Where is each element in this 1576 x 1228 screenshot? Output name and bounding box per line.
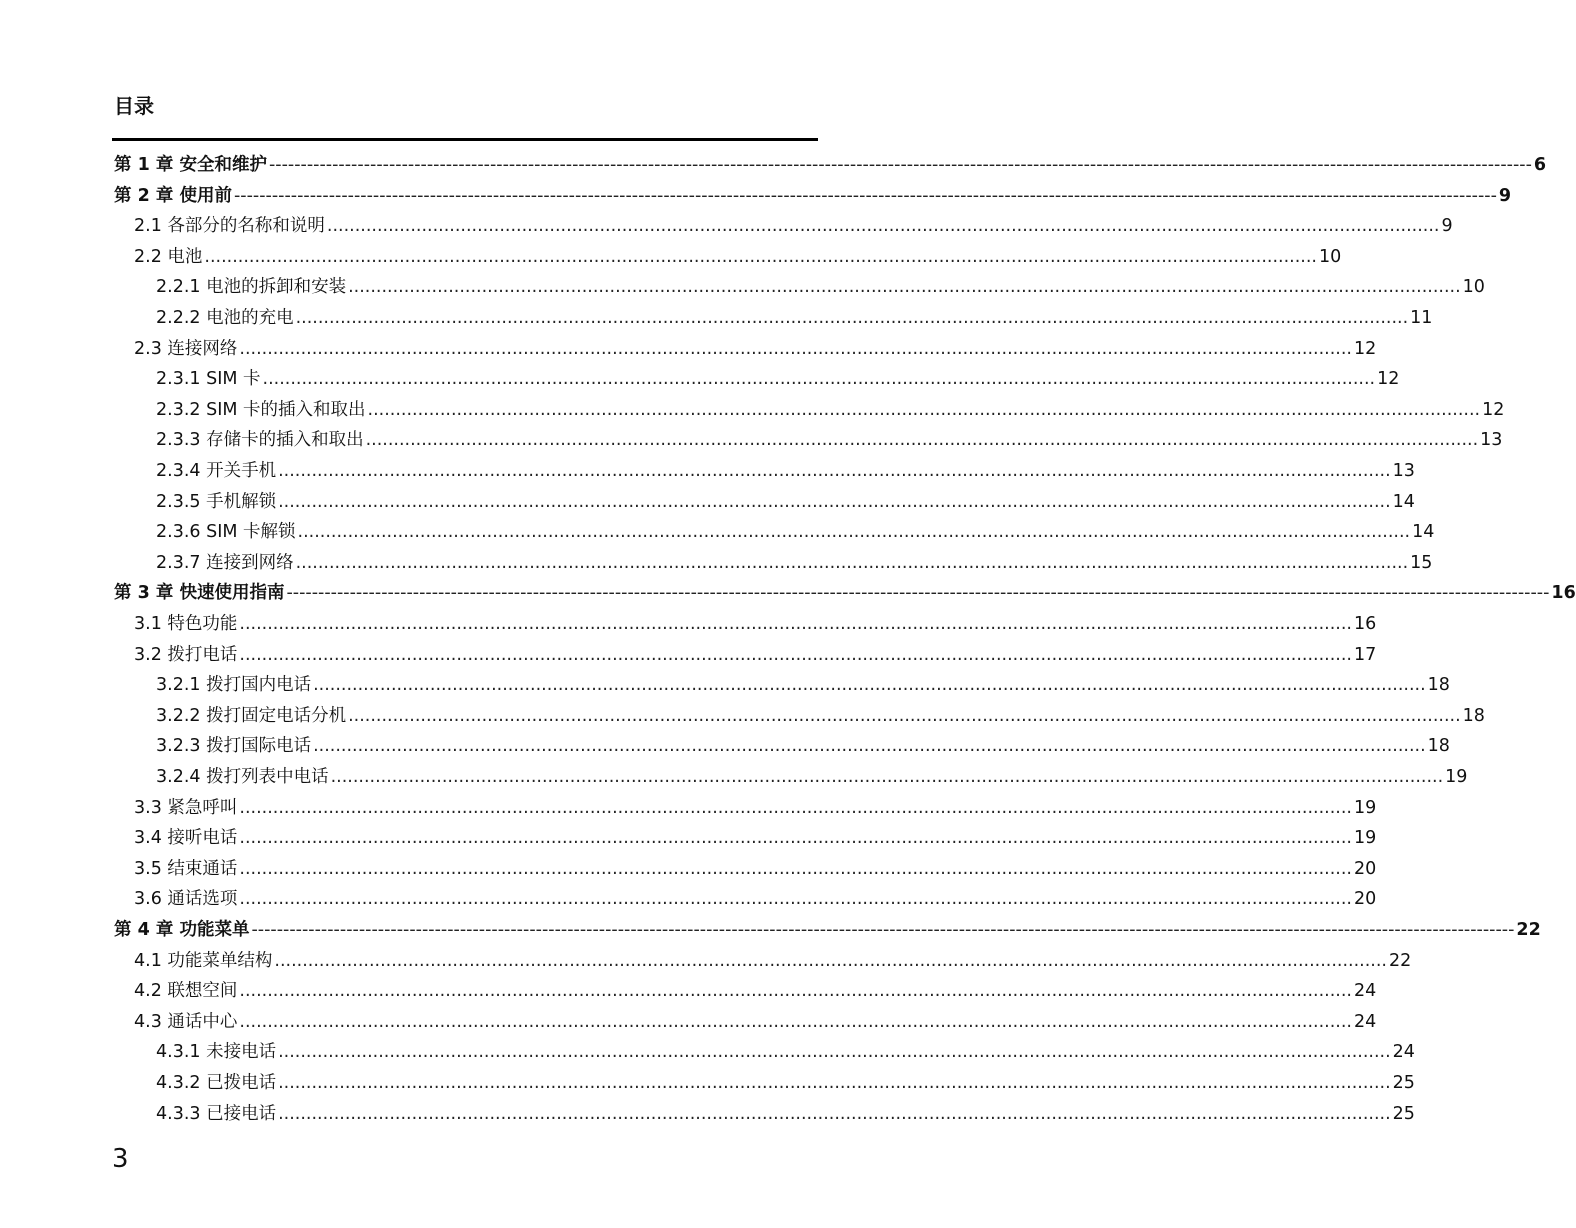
toc-entry-page: 18 — [1462, 705, 1485, 726]
toc-entry[interactable] — [156, 762, 1468, 792]
toc-entry-page: 11 — [1410, 308, 1433, 328]
toc-entry-page: 13 — [1480, 430, 1503, 451]
toc-entry-title: 2.2.2 电池的充电 — [156, 308, 294, 328]
toc-entry-title: 2.3 连接网络 — [134, 338, 238, 359]
toc-entry-title: 3.2.1 拨打国内电话 — [156, 675, 312, 696]
toc-entry[interactable] — [134, 793, 1377, 823]
toc-entry[interactable] — [114, 150, 1547, 180]
toc-entry[interactable] — [156, 517, 1435, 547]
toc-entry-title: 2.2.1 电池的拆卸和安装 — [156, 277, 347, 298]
toc-entry-title: 3.6 通话选项 — [134, 889, 238, 910]
toc-leader-dots: ........................................................................................................................................................................................................ — [239, 858, 1352, 879]
toc-entry-page: 9 — [1441, 216, 1453, 237]
toc-leader-dots: ........................................................................................................................................................................................................ — [278, 1103, 1391, 1124]
toc-entry-page: 17 — [1353, 644, 1377, 665]
toc-entry-page: 16 — [1551, 583, 1576, 604]
toc-entry-page: 24 — [1392, 1042, 1415, 1063]
toc-entry-page: 15 — [1410, 552, 1433, 573]
toc-leader-dots: ........................................................................................................................................................................................................ — [367, 399, 1481, 420]
toc-entry-page: 22 — [1388, 950, 1412, 971]
toc-leader-dots: -------------------------------------------------------------------------------------------------------------------------------------------------------------------------------------------------------- — [268, 155, 1532, 175]
toc-entry-title: 2.3.6 SIM 卡解锁 — [156, 522, 296, 543]
toc-entry-page: 16 — [1353, 614, 1377, 634]
toc-entry[interactable] — [156, 548, 1433, 578]
toc-leader-dots: ........................................................................................................................................................................................................ — [239, 614, 1352, 634]
toc-entry-title: 4.3.3 已接电话 — [156, 1103, 277, 1124]
toc-leader-dots: ........................................................................................................................................................................................................ — [330, 767, 1444, 787]
toc-entry[interactable] — [114, 915, 1541, 945]
toc-entry-page: 13 — [1392, 461, 1415, 481]
toc-entry-title: 3.4 接听电话 — [134, 828, 238, 849]
page-title: 目录 — [114, 94, 154, 118]
toc-leader-dots: ........................................................................................................................................................................................................ — [239, 889, 1352, 910]
toc-leader-dots: ........................................................................................................................................................................................................ — [313, 675, 1426, 696]
toc-entry[interactable] — [134, 884, 1377, 914]
toc-leader-dots: ........................................................................................................................................................................................................ — [239, 981, 1352, 1002]
toc-entry[interactable] — [156, 272, 1485, 302]
toc-entry[interactable] — [156, 1037, 1415, 1067]
toc-entry[interactable] — [134, 946, 1412, 976]
toc-entry-page: 19 — [1353, 828, 1377, 849]
toc-entry[interactable] — [156, 731, 1450, 761]
toc-entry-page: 18 — [1427, 736, 1450, 757]
toc-entry-title: 3.2.2 拨打固定电话分机 — [156, 705, 347, 726]
toc-entry[interactable] — [156, 395, 1505, 425]
toc-entry-title: 2.3.3 存储卡的插入和取出 — [156, 430, 364, 451]
toc-leader-dots: ........................................................................................................................................................................................................ — [295, 552, 1409, 573]
toc-entry-title: 2.3.5 手机解锁 — [156, 491, 277, 512]
toc-entry-page: 12 — [1353, 338, 1377, 359]
toc-leader-dots: ........................................................................................................................................................................................................ — [365, 430, 1479, 451]
toc-entry-page: 12 — [1482, 399, 1505, 420]
toc-entry-title: 3.2.3 拨打国际电话 — [156, 736, 312, 757]
toc-entry-title: 4.2 联想空间 — [134, 981, 238, 1002]
toc-entry-page: 25 — [1392, 1103, 1415, 1124]
toc-entry-title: 3.1 特色功能 — [134, 614, 238, 634]
toc-entry-title: 3.5 结束通话 — [134, 858, 238, 879]
toc-leader-dots: ........................................................................................................................................................................................................ — [278, 1073, 1391, 1093]
toc-entry-title: 3.2 拨打电话 — [134, 644, 238, 665]
toc-entry-title: 2.2 电池 — [134, 246, 203, 267]
toc-entry[interactable] — [156, 487, 1415, 517]
toc-entry[interactable] — [134, 1007, 1377, 1037]
toc-entry[interactable] — [134, 211, 1453, 241]
toc-entry[interactable] — [134, 823, 1377, 853]
toc-entry[interactable] — [134, 976, 1377, 1006]
toc-entry-page: 6 — [1533, 155, 1547, 175]
toc-entry-title: 2.3.7 连接到网络 — [156, 552, 294, 573]
toc-entry[interactable] — [134, 242, 1342, 272]
toc-entry-page: 20 — [1353, 889, 1377, 910]
toc-leader-dots: ........................................................................................................................................................................................................ — [274, 950, 1387, 971]
toc-leader-dots: ........................................................................................................................................................................................................ — [239, 1011, 1352, 1032]
toc-leader-dots: ........................................................................................................................................................................................................ — [313, 736, 1426, 757]
toc-entry[interactable] — [114, 181, 1512, 211]
toc-entry[interactable] — [156, 670, 1450, 700]
toc-entry[interactable] — [156, 456, 1415, 486]
heading-divider — [112, 138, 818, 141]
toc-entry-page: 24 — [1353, 1011, 1377, 1032]
toc-leader-dots: ........................................................................................................................................................................................................ — [239, 828, 1352, 849]
toc-leader-dots: ........................................................................................................................................................................................................ — [278, 491, 1391, 512]
toc-entry-page: 10 — [1318, 246, 1342, 267]
toc-entry-page: 20 — [1353, 858, 1377, 879]
toc-entry[interactable] — [134, 854, 1377, 884]
toc-entry-page: 14 — [1392, 491, 1415, 512]
toc-entry-title: 第 4 章 功能菜单 — [114, 920, 250, 940]
toc-leader-dots: ........................................................................................................................................................................................................ — [326, 216, 1440, 237]
toc-leader-dots: ........................................................................................................................................................................................................ — [239, 797, 1352, 818]
toc-leader-dots: -------------------------------------------------------------------------------------------------------------------------------------------------------------------------------------------------------- — [233, 185, 1497, 206]
toc-entry-title: 2.3.1 SIM 卡 — [156, 369, 261, 390]
toc-leader-dots: ........................................................................................................................................................................................................ — [239, 644, 1352, 665]
toc-entry-page: 10 — [1462, 277, 1485, 298]
toc-entry-page: 14 — [1412, 522, 1435, 543]
toc-entry-title: 第 1 章 安全和维护 — [114, 155, 267, 175]
toc-leader-dots: ........................................................................................................................................................................................................ — [278, 461, 1391, 481]
toc-entry-page: 12 — [1377, 369, 1400, 390]
toc-entry-title: 第 3 章 快速使用指南 — [114, 583, 285, 604]
toc-leader-dots: ........................................................................................................................................................................................................ — [297, 522, 1411, 543]
toc-entry-title: 4.3.1 未接电话 — [156, 1042, 277, 1063]
toc-entry[interactable] — [156, 701, 1485, 731]
toc-entry[interactable] — [134, 334, 1377, 364]
toc-entry-page: 19 — [1353, 797, 1377, 818]
toc-leader-dots: ........................................................................................................................................................................................................ — [204, 246, 1317, 267]
page-number: 3 — [112, 1144, 129, 1174]
toc-entry-page: 22 — [1516, 920, 1541, 940]
toc-leader-dots: ........................................................................................................................................................................................................ — [348, 705, 1461, 726]
toc-entry-page: 19 — [1445, 767, 1468, 787]
toc-entry[interactable] — [156, 1068, 1415, 1098]
toc-entry-title: 4.1 功能菜单结构 — [134, 950, 273, 971]
toc-entry-page: 9 — [1498, 185, 1512, 206]
toc-leader-dots: -------------------------------------------------------------------------------------------------------------------------------------------------------------------------------------------------------- — [286, 583, 1550, 604]
toc-entry[interactable] — [156, 364, 1400, 394]
toc-leader-dots: ........................................................................................................................................................................................................ — [278, 1042, 1391, 1063]
toc-entry-title: 2.3.2 SIM 卡的插入和取出 — [156, 399, 366, 420]
toc-leader-dots: ........................................................................................................................................................................................................ — [239, 338, 1352, 359]
toc-entry-page: 25 — [1392, 1073, 1415, 1093]
toc-leader-dots: ........................................................................................................................................................................................................ — [348, 277, 1461, 298]
toc-entry-title: 2.1 各部分的名称和说明 — [134, 216, 325, 237]
toc-leader-dots: -------------------------------------------------------------------------------------------------------------------------------------------------------------------------------------------------------- — [251, 920, 1515, 940]
toc-entry[interactable] — [156, 303, 1433, 333]
toc-leader-dots: ........................................................................................................................................................................................................ — [295, 308, 1409, 328]
toc-entry-title: 4.3 通话中心 — [134, 1011, 238, 1032]
toc-entry-page: 24 — [1353, 981, 1377, 1002]
toc-entry-page: 18 — [1427, 675, 1450, 696]
toc-entry-title: 2.3.4 开关手机 — [156, 461, 277, 481]
toc-entry[interactable] — [134, 640, 1377, 670]
toc-leader-dots: ........................................................................................................................................................................................................ — [262, 369, 1376, 390]
toc-entry[interactable] — [114, 578, 1576, 608]
toc-entry-title: 3.2.4 拨打列表中电话 — [156, 767, 329, 787]
toc-entry-title: 4.3.2 已拨电话 — [156, 1073, 277, 1093]
toc-entry[interactable] — [134, 609, 1377, 639]
toc-entry-title: 第 2 章 使用前 — [114, 185, 232, 206]
toc-entry[interactable] — [156, 425, 1503, 455]
toc-entry[interactable] — [156, 1099, 1415, 1129]
toc-entry-title: 3.3 紧急呼叫 — [134, 797, 238, 818]
